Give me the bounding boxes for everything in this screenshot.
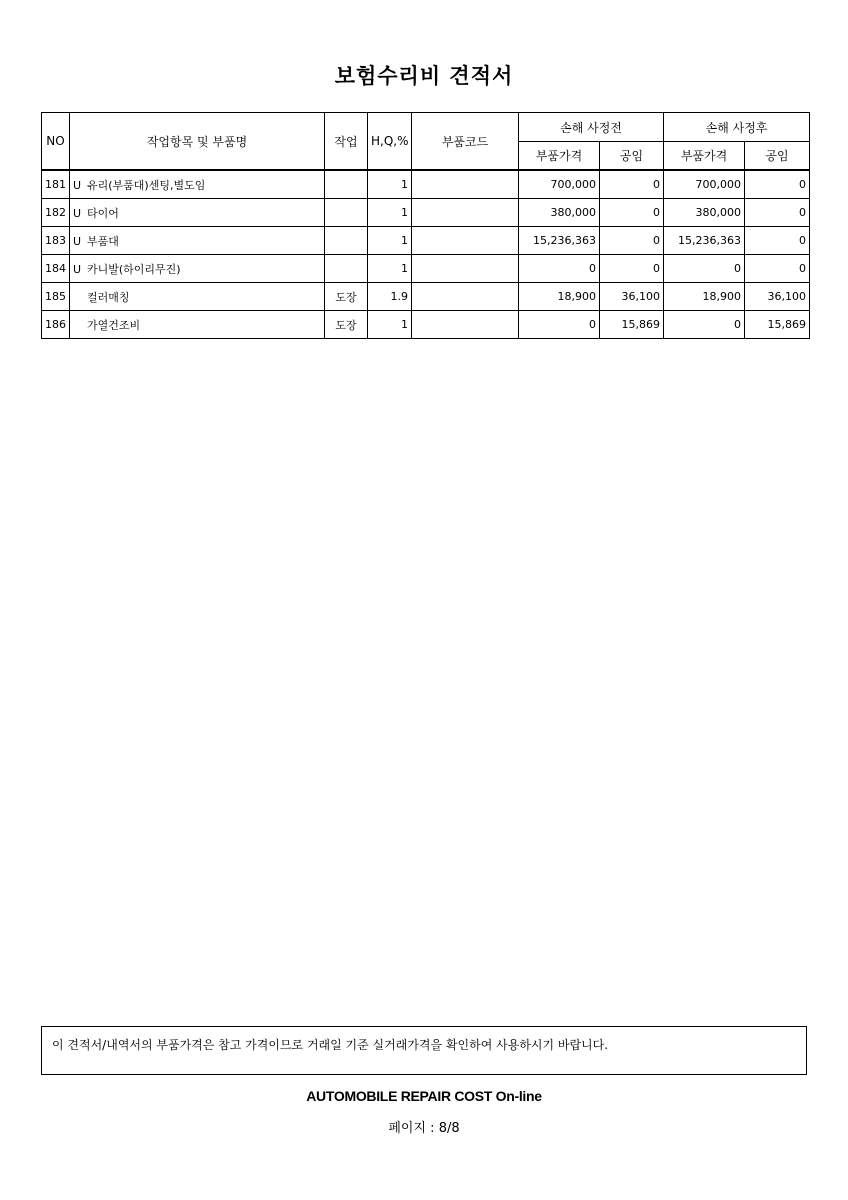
row-hq: 1.9: [368, 283, 412, 311]
row-item: [70, 283, 325, 311]
row-before-labor: 15,869: [600, 311, 664, 339]
row-after-part-price: 0: [664, 311, 745, 339]
row-item-name: 컬러매칭: [87, 290, 130, 304]
table-row: [42, 255, 810, 283]
row-work: 도장: [325, 283, 368, 311]
row-before-labor: 36,100: [600, 283, 664, 311]
row-part-code: [412, 170, 519, 199]
row-before-labor: 0: [600, 199, 664, 227]
row-item: [70, 199, 325, 227]
row-before-part-price: 700,000: [519, 170, 600, 199]
header-after-adjustment: 손해 사정후: [664, 113, 810, 142]
estimate-table: [41, 112, 810, 339]
footer-brand: AUTOMOBILE REPAIR COST On-line: [306, 1088, 542, 1104]
table-row: [42, 227, 810, 255]
row-after-labor: 36,100: [745, 283, 810, 311]
row-mark: U: [73, 178, 82, 192]
row-no: 181: [42, 170, 70, 199]
row-part-code: [412, 199, 519, 227]
table-row: [42, 283, 810, 311]
header-before-part-price: 부품가격: [519, 142, 600, 171]
row-before-labor: 0: [600, 227, 664, 255]
row-after-labor: 0: [745, 255, 810, 283]
header-after-part-price: 부품가격: [664, 142, 745, 171]
row-part-code: [412, 311, 519, 339]
notice-box: [41, 1026, 807, 1075]
row-mark: U: [73, 262, 82, 276]
table-row: [42, 311, 810, 339]
row-after-labor: 0: [745, 170, 810, 199]
row-before-labor: 0: [600, 170, 664, 199]
page-indicator: 페이지 : 8/8: [388, 1121, 460, 1136]
header-before-labor: 공임: [600, 142, 664, 171]
row-work: 도장: [325, 311, 368, 339]
row-part-code: [412, 255, 519, 283]
notice-text: 이 견적서/내역서의 부품가격은 참고 가격이므로 거래일 기준 실거래가격을 확인하여 사용하시기 바랍니다.: [52, 1038, 609, 1052]
row-item-name: 부품대: [87, 234, 119, 248]
row-after-labor: 0: [745, 227, 810, 255]
row-before-part-price: 0: [519, 255, 600, 283]
table-row: [42, 170, 810, 199]
row-after-labor: 0: [745, 199, 810, 227]
row-after-part-price: 0: [664, 255, 745, 283]
row-work: [325, 199, 368, 227]
row-before-part-price: 380,000: [519, 199, 600, 227]
row-part-code: [412, 227, 519, 255]
row-mark: U: [73, 206, 82, 220]
row-after-part-price: 700,000: [664, 170, 745, 199]
header-before-adjustment: 손해 사정전: [519, 113, 664, 142]
row-no: 182: [42, 199, 70, 227]
row-mark: U: [73, 234, 82, 248]
row-no: 184: [42, 255, 70, 283]
row-no: 183: [42, 227, 70, 255]
row-hq: 1: [368, 227, 412, 255]
row-item-name: 유리(부품대)센팅,별도임: [87, 178, 206, 192]
row-after-part-price: 380,000: [664, 199, 745, 227]
header-item: 작업항목 및 부품명: [70, 113, 325, 171]
row-item: [70, 255, 325, 283]
row-hq: 1: [368, 255, 412, 283]
row-hq: 1: [368, 311, 412, 339]
row-after-labor: 15,869: [745, 311, 810, 339]
header-after-labor: 공임: [745, 142, 810, 171]
header-no: NO: [42, 113, 70, 171]
row-after-part-price: 18,900: [664, 283, 745, 311]
row-work: [325, 170, 368, 199]
header-part-code: 부품코드: [412, 113, 519, 171]
row-item: [70, 227, 325, 255]
row-before-part-price: 0: [519, 311, 600, 339]
document-title: 보험수리비 견적서: [334, 64, 514, 88]
row-no: 186: [42, 311, 70, 339]
row-after-part-price: 15,236,363: [664, 227, 745, 255]
row-hq: 1: [368, 170, 412, 199]
table-row: [42, 199, 810, 227]
row-item-name: 타이어: [87, 206, 119, 220]
row-before-part-price: 15,236,363: [519, 227, 600, 255]
row-before-part-price: 18,900: [519, 283, 600, 311]
row-before-labor: 0: [600, 255, 664, 283]
row-work: [325, 255, 368, 283]
row-work: [325, 227, 368, 255]
row-item: [70, 311, 325, 339]
row-part-code: [412, 283, 519, 311]
header-work: 작업: [325, 113, 368, 171]
row-no: 185: [42, 283, 70, 311]
row-hq: 1: [368, 199, 412, 227]
row-item-name: 가열건조비: [87, 318, 141, 332]
header-hq: H,Q,%: [368, 113, 412, 171]
row-item-name: 카니발(하이리무진): [87, 262, 181, 276]
row-item: [70, 170, 325, 199]
